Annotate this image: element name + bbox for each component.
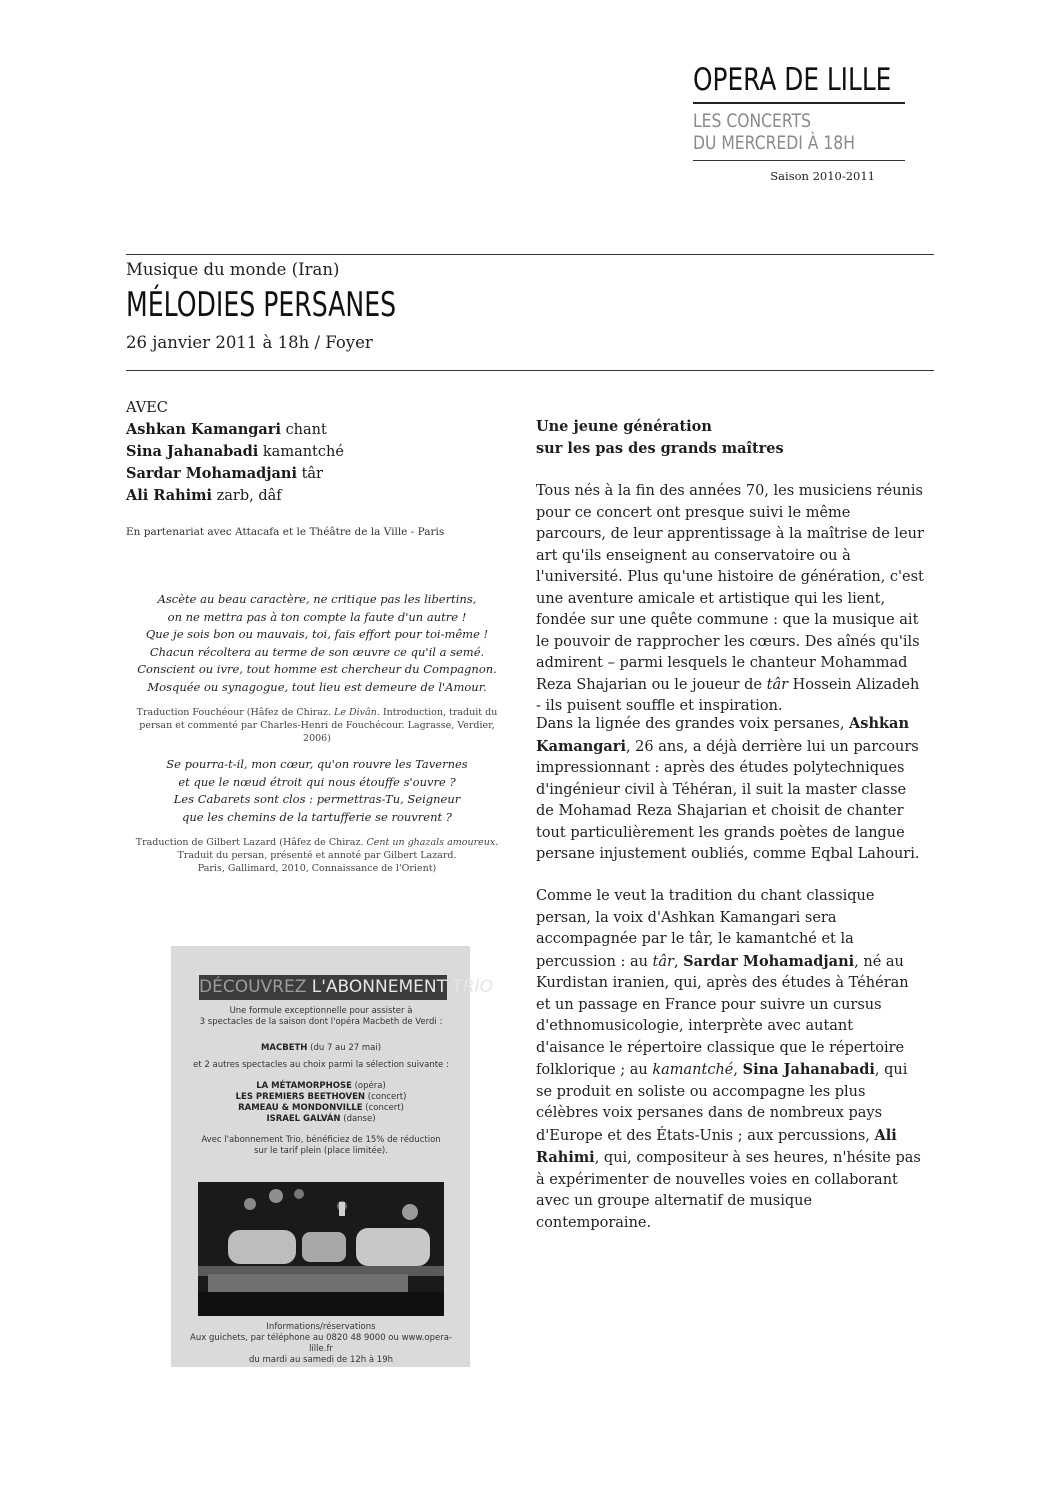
- poem-line: et que le nœud étroit qui nous étouffe s'ouvre ?: [178, 774, 456, 789]
- ad-show-name: LES PREMIERS BEETHOVEN: [235, 1092, 366, 1102]
- cast-member: [126, 441, 344, 463]
- paragraph-text: Hossein Alizadeh - ils puisent souffle et inspiration.: [536, 676, 920, 714]
- top-divider: [126, 254, 934, 255]
- ad-info-title: Informations/réservations: [266, 1322, 376, 1332]
- ad-info-line: Aux guichets, par téléphone au 0820 48 9000 ou www.opera-lille.fr: [190, 1333, 452, 1354]
- ad-headline-part: TRIO: [452, 977, 493, 997]
- brand-subtitle-1: LES CONCERTS: [693, 110, 811, 132]
- ad-macbeth: [185, 1043, 457, 1054]
- poem-line: Que je sois bon ou mauvais, toi, fais effort pour toi-même !: [145, 627, 489, 641]
- paragraph-text: , né au Kurdistan iranien, qui, après des études à Téhéran et un passage en France pour suivre un cursus d'ethnomusicologie, interprète avec autant d'aisance le répertoire classique que le répertoire folklorique ; au: [536, 953, 909, 1078]
- ad-show-list: [185, 1081, 457, 1125]
- cast-name: Ali Rahimi: [126, 487, 212, 504]
- credit-line: Traduit du persan, présenté et annoté par Gilbert Lazard.: [177, 850, 457, 861]
- paragraph-text: Dans la lignée des grandes voix persanes,: [536, 716, 850, 732]
- ad-show: [185, 1092, 457, 1103]
- paragraph-text: Comme le veut la tradition du chant classique persan, la voix d'Ashkan Kamangari sera accompagnée par le târ, le kamantché et la percussion : au: [536, 888, 875, 970]
- paragraph-emphasis: kamantché: [652, 1062, 734, 1078]
- ad-show-kind: (concert): [365, 1092, 407, 1102]
- season-label: Saison 2010-2011: [770, 169, 875, 183]
- poem-line: Conscient ou ivre, tout homme est chercheur du Compagnon.: [137, 662, 497, 676]
- ad-intro-line: Une formule exceptionnelle pour assister à: [229, 1006, 413, 1016]
- poem-line: Ascète au beau caractère, ne critique pas les libertins,: [157, 592, 477, 606]
- paragraph-name: Ali Rahimi: [536, 1126, 897, 1166]
- paragraph-text: , 26 ans, a déjà derrière lui un parcours impressionnant : après des études polytechniques d'ingénieur civil à Téhéran, il suit la master classe de Mohamad Reza Shajarian et choisit de chanter tout particulièrement les grands poètes de langue persane injustement oubliés, comme Eqbal Lahouri.: [536, 738, 920, 862]
- brand-title: OPERA DE LILLE: [693, 62, 892, 98]
- ad-discount: [185, 1135, 457, 1157]
- ad-info: [185, 1322, 457, 1366]
- partner-note: En partenariat avec Attacafa et le Théâtre de la Ville - Paris: [126, 526, 445, 538]
- credit-line: Paris, Gallimard, 2010, Connaissance de l'Orient): [197, 863, 437, 874]
- ad-discount-line: sur le tarif plein (place limitée).: [254, 1146, 388, 1156]
- ad-show-name: RAMEAU & MONDONVILLE: [238, 1103, 363, 1113]
- ad-plus: et 2 autres spectacles au choix parmi la sélection suivante :: [193, 1060, 449, 1070]
- paragraph-text: ,: [733, 1062, 743, 1078]
- ad-show-dates: (du 7 au 27 mai): [307, 1043, 382, 1053]
- ad-show-name: ISRAEL GALVÁN: [266, 1114, 341, 1124]
- ad-show-name: LA MÉTAMORPHOSE: [256, 1081, 352, 1091]
- event-date: 26 janvier 2011 à 18h / Foyer: [126, 333, 373, 352]
- article-paragraph-3: [536, 886, 924, 1234]
- ad-intro: [185, 1006, 457, 1028]
- paragraph-text: , qui, compositeur à ses heures, n'hésite pas à expérimenter de nouvelles voies en collaborant avec un groupe alternatif de musique contemporaine.: [536, 1150, 921, 1231]
- credit-text: .: [495, 837, 499, 848]
- ad-headline-part: L'ABONNEMENT: [306, 977, 453, 997]
- credit-line: [126, 836, 508, 849]
- credit-text: Traduction de Gilbert Lazard (Hâfez de Chiraz.: [135, 837, 367, 848]
- event-title: MÉLODIES PERSANES: [126, 285, 397, 325]
- brand-divider-2: [693, 160, 905, 161]
- stage-photo-image: [198, 1182, 444, 1316]
- paragraph-text: Tous nés à la fin des années 70, les musiciens réunis pour ce concert ont presque suivi le même parcours, de leur apprentissage à la maîtrise de leur art qu'ils enseignent au conservatoire ou à l'université. Plus qu'une histoire de génération, c'est une aventure amicale et artistique qui les lient, fondée sur une quête commune : que la musique ait le pouvoir de rapprocher les cœurs. Des aînés qu'ils admirent – parmi lesquels le chanteur Mohammad Reza Shajarian ou le joueur de: [536, 483, 924, 693]
- poem-2: [126, 756, 508, 826]
- cast-role: zarb, dâf: [216, 488, 282, 504]
- paragraph-name: Sardar Mohamadjani: [683, 952, 855, 970]
- event-category: Musique du monde (Iran): [126, 260, 340, 279]
- poem-2-credit: [126, 836, 508, 875]
- poem-line: Se pourra-t-il, mon cœur, qu'on rouvre les Tavernes: [166, 757, 468, 771]
- article-heading-line: Une jeune génération: [536, 418, 712, 435]
- paragraph-name: Ashkan Kamangari: [536, 715, 909, 755]
- credit-book-title: Cent un ghazals amoureux: [366, 837, 496, 848]
- ad-discount-line: Avec l'abonnement Trio, bénéficiez de 15% de réduction: [201, 1135, 441, 1145]
- ad-show: [185, 1114, 457, 1125]
- ad-intro-line: 3 spectacles de la saison dont l'opéra Macbeth de Verdi :: [199, 1017, 443, 1027]
- credit-text: . Introduction, traduit du persan et commenté par Charles-Henri de Fouchécour. Lagrasse, Verdier, 2006): [139, 707, 498, 744]
- cast-name: Sina Jahanabadi: [126, 443, 259, 460]
- paragraph-emphasis: târ: [766, 676, 789, 693]
- cast-role: târ: [301, 466, 323, 482]
- brand-block: [693, 62, 905, 183]
- cast-name: Ashkan Kamangari: [126, 421, 281, 438]
- article-paragraph-1: [536, 481, 924, 718]
- paragraph-name: Sina Jahanabadi: [742, 1061, 875, 1078]
- article-heading: [536, 416, 924, 459]
- ad-show-kind: (danse): [340, 1114, 376, 1124]
- brand-subtitle-2: DU MERCREDI À 18H: [693, 132, 855, 154]
- paragraph-text: ,: [673, 953, 684, 970]
- cast-role: kamantché: [262, 444, 344, 460]
- paragraph-text: , qui se produit en soliste ou accompagne les plus célèbres voix persanes dans de nombreux pays d'Europe et des États-Unis ; aux percussions,: [536, 1062, 908, 1144]
- paragraph-emphasis: târ: [652, 953, 674, 970]
- poem-1-credit: [126, 706, 508, 745]
- poem-line: que les chemins de la tartufferie se rouvrent ?: [182, 809, 452, 824]
- ad-show-kind: (opéra): [351, 1081, 386, 1091]
- cast-member: [126, 419, 344, 441]
- cast-name: Sardar Mohamadjani: [126, 465, 297, 482]
- credit-text: Traduction Fouchéour (Hâfez de Chiraz.: [136, 707, 335, 718]
- cast-label: AVEC: [126, 400, 168, 416]
- credit-book-title: Le Divân: [334, 707, 377, 718]
- poem-line: on ne mettra pas à ton compte la faute d'un autre !: [167, 609, 467, 624]
- cast-role: chant: [285, 422, 327, 438]
- subscription-ad: [171, 946, 493, 1367]
- ad-show: [185, 1103, 457, 1114]
- cast-member: [126, 463, 344, 485]
- poem-line: Mosquée ou synagogue, tout lieu est demeure de l'Amour.: [147, 679, 487, 694]
- ad-show-kind: (concert): [362, 1103, 404, 1113]
- ad-headline: [199, 975, 493, 1000]
- poem-1: [126, 591, 508, 696]
- ad-headline-part: DÉCOUVREZ: [199, 977, 307, 997]
- brand-divider: [693, 102, 905, 104]
- poem-line: Chacun récoltera au terme de son œuvre ce qu'il a semé.: [149, 644, 485, 659]
- article-paragraph-2: [536, 713, 924, 866]
- ad-show-name: MACBETH: [260, 1043, 308, 1053]
- article-heading-line: sur les pas des grands maîtres: [536, 439, 784, 457]
- poem-line: Les Cabarets sont clos : permettras-Tu, Seigneur: [173, 792, 461, 806]
- title-divider: [126, 370, 934, 371]
- ad-stage-photo: [198, 1182, 444, 1316]
- ad-show: [185, 1081, 457, 1092]
- cast-list: [126, 397, 344, 507]
- ad-info-line: du mardi au samedi de 12h à 19h: [248, 1355, 394, 1365]
- cast-member: [126, 485, 344, 507]
